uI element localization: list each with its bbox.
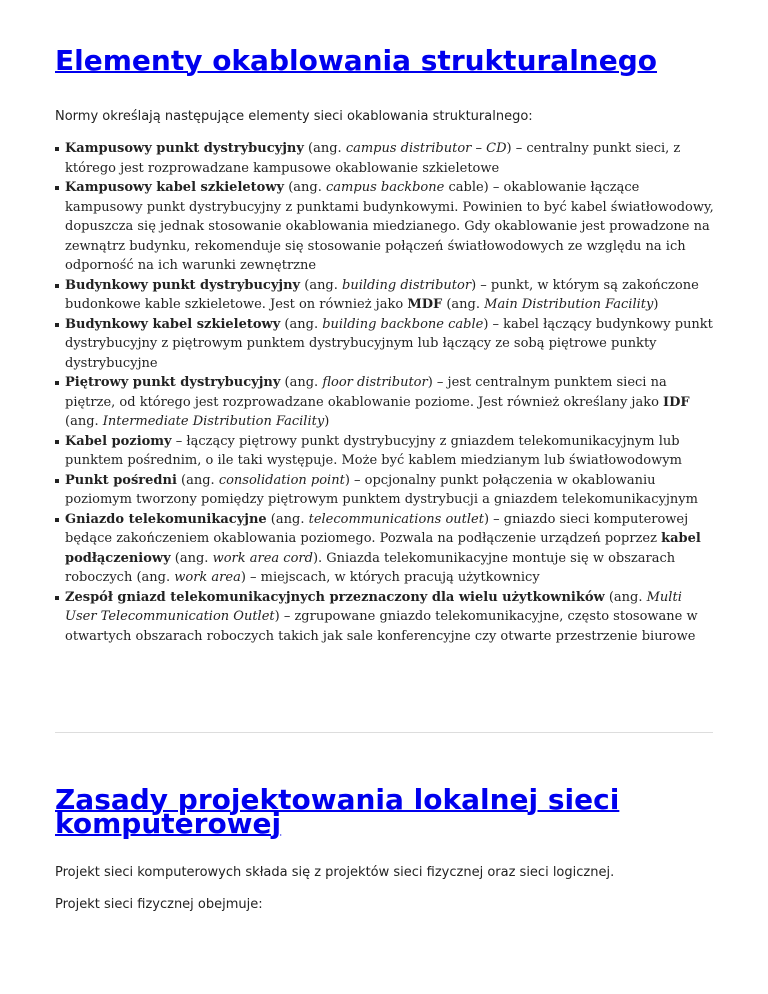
item-text: (ang. — [176, 472, 219, 488]
item-text: – łączący piętrowy punkt dystrybucyjny z gniazdem telekomunikacyjnym lub punktem pośrednim, o ile taki występuje. Może być kablem miedzianym lub światłowodowym — [65, 433, 682, 468]
item-term: Budynkowy punkt dystrybucyjny — [65, 277, 301, 293]
item-text: ) – miejscach, w których pracują użytkownicy — [240, 570, 540, 585]
item-term: Piętrowy punkt dystrybucyjny — [65, 375, 281, 390]
item-text: (ang. — [280, 375, 323, 390]
section-title-elementy[interactable]: Elementy okablowania strukturalnego — [55, 44, 657, 77]
item-text: cable) – okablowanie łączące kampusowy punkt dystrybucyjny z punktami budynkowymi. Powinien to być kabel światłowodowy, dopuszcza się jednak stosowanie okablowania miedzianego. Gdy okablowanie jest prowadzone na zewnątrz budynku, rekomenduje się stosowanie połączeń światłowodowych ze względu na ich odporność na ich warunki zewnętrzne — [65, 180, 714, 273]
item-english-term: telecommunications outlet — [308, 511, 484, 527]
section-divider — [55, 732, 713, 733]
list-item — [55, 432, 715, 471]
item-english-term: work area cord — [212, 550, 313, 566]
item-text: (ang. — [303, 141, 346, 156]
item-term: Kampusowy kabel szkieletowy — [65, 180, 285, 195]
item-text: (ang. — [65, 414, 103, 429]
item-text: (ang. — [442, 297, 485, 312]
item-text: ) – zgrupowane gniazdo telekomunikacyjne, często stosowane w otwartych obszarach roboczych takich jak sale konferencyjne czy otwarte przestrzenie biurowe — [65, 609, 698, 644]
list-item — [55, 276, 715, 315]
item-english-term: consolidation point — [218, 472, 345, 488]
item-text: (ang. — [266, 511, 309, 527]
item-text: ) — [653, 297, 659, 312]
section-intro: Normy określają następujące elementy sieci okablowania strukturalnego: — [55, 109, 533, 124]
item-text: (ang. — [300, 277, 343, 293]
item-english-term: Multi User Telecommunication Outlet — [65, 589, 682, 624]
item-term: Kampusowy punkt dystrybucyjny — [65, 141, 304, 156]
item-text: (ang. — [280, 316, 323, 332]
item-text: ) – centralny punkt sieci, z którego jest rozprowadzane kampusowe okablowanie szkieletowe — [65, 141, 681, 176]
item-term: Zespół gniazd telekomunikacyjnych przeznaczony dla wielu użytkowników — [65, 589, 605, 605]
item-english-term: work area — [174, 570, 241, 585]
item-english-term: Intermediate Distribution Facility — [102, 414, 325, 429]
item-bold-term: kabel podłączeniowy — [65, 531, 701, 566]
item-acronym: IDF — [663, 394, 690, 410]
item-text: ). Gniazda telekomunikacyjne montuje się w obszarach roboczych (ang. — [65, 550, 676, 585]
list-item — [55, 471, 715, 510]
item-english-term: floor distributor — [322, 375, 428, 390]
list-item — [55, 178, 715, 276]
list-item — [55, 510, 715, 588]
item-term: Budynkowy kabel szkieletowy — [65, 316, 281, 332]
item-term: Gniazdo telekomunikacyjne — [65, 511, 267, 527]
item-term: Kabel poziomy — [65, 433, 172, 449]
item-text: ) — [324, 414, 330, 429]
list-item — [55, 373, 715, 432]
item-english-term: building distributor — [342, 277, 472, 293]
section2-paragraph: Projekt sieci komputerowych składa się z projektów sieci fizycznej oraz sieci logicznej. — [55, 865, 615, 880]
item-text: (ang. — [284, 180, 327, 195]
list-item — [55, 315, 715, 374]
list-item — [55, 588, 715, 647]
item-text: (ang. — [604, 589, 647, 605]
item-term: Punkt pośredni — [65, 472, 177, 488]
item-text: ) – jest centralnym punktem sieci na piętrze, od którego jest rozprowadzane okablowanie poziome. Jest również określany jako — [65, 375, 667, 410]
item-text: ) – gniazdo sieci komputerowej będące zakończeniem okablowania poziomego. Pozwala na podłączenie urządzeń poprzez — [65, 511, 689, 546]
item-english-term: building backbone cable — [322, 316, 484, 332]
item-text: ) – kabel łączący budynkowy punkt dystrybucyjny z piętrowym punktem dystrybucyjnym lub łączący ze sobą piętrowe punkty dystrybucyjne — [65, 316, 713, 371]
item-english-term: campus distributor – CD — [345, 141, 507, 156]
item-acronym: MDF — [407, 297, 443, 312]
item-english-term: campus backbone — [326, 180, 445, 195]
definitions-list — [55, 139, 715, 646]
item-text: (ang. — [170, 550, 213, 566]
section-title-zasady[interactable]: Zasady projektowania lokalnej sieci komputerowej — [55, 783, 620, 840]
item-text: ) – punkt, w którym są zakończone budonkowe kable szkieletowe. Jest on również jako — [65, 277, 699, 312]
item-text: ) – opcjonalny punkt połączenia w okablowaniu poziomym tworzony pomiędzy piętrowym punktem dystrybucji a gniazdem telekomunikacyjnym — [65, 472, 698, 507]
item-english-term: Main Distribution Facility — [484, 297, 654, 312]
section2-paragraph: Projekt sieci fizycznej obejmuje: — [55, 897, 263, 912]
list-item — [55, 139, 715, 178]
